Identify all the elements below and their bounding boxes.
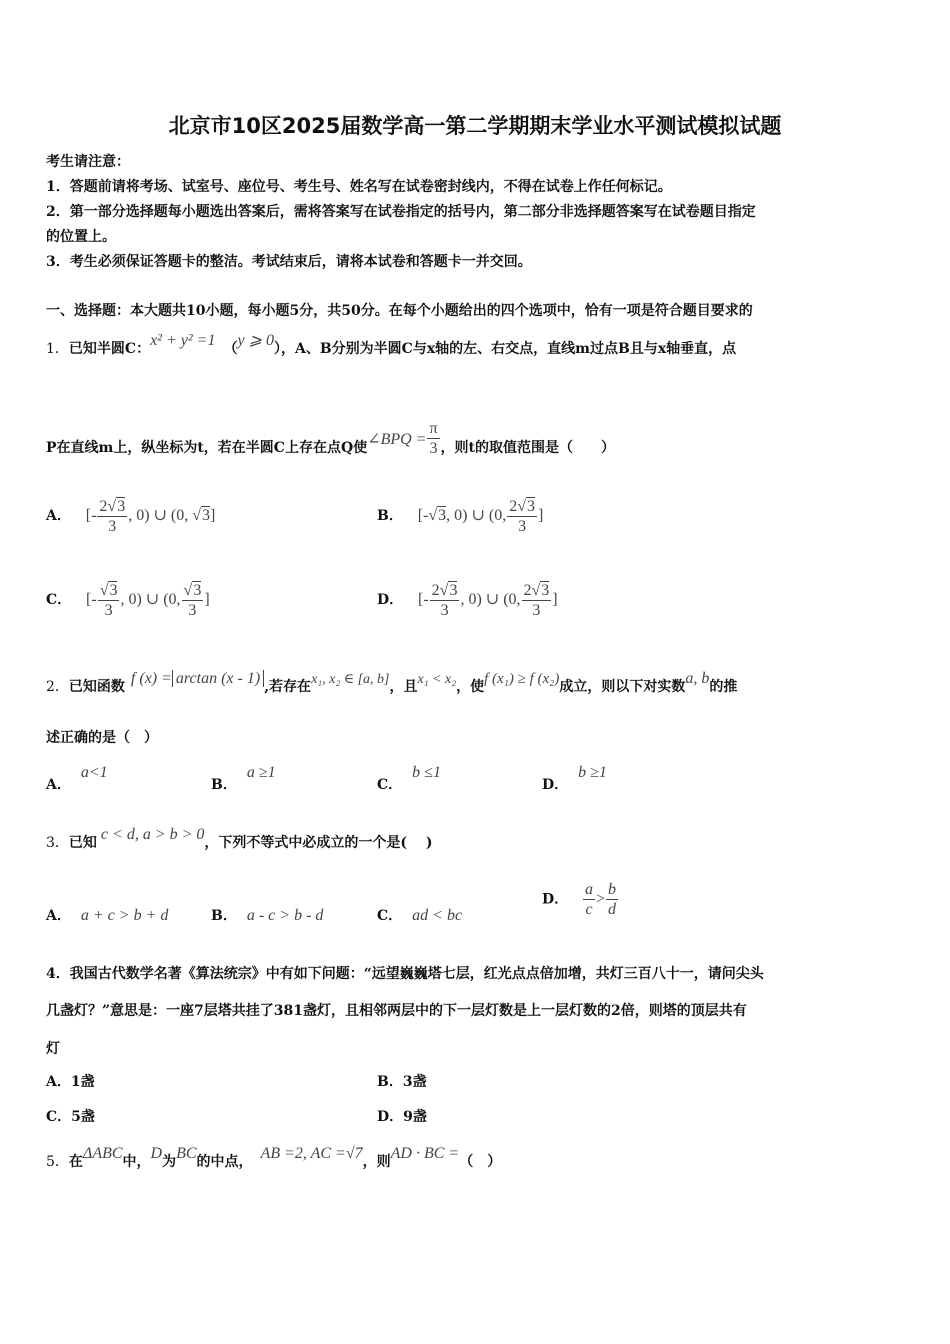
option-b[interactable] [211,762,276,793]
option-a[interactable] [46,762,108,793]
fraction-numerator [522,581,552,601]
math-fraction [522,581,552,620]
question-text: 中， [122,1154,151,1170]
option-b[interactable]: B．3盏 [377,1074,427,1090]
sqrt-radicand: 3 [109,582,118,599]
expr-part: , 0) ∪ (0, [120,591,181,609]
option-c[interactable] [377,905,462,925]
fraction-denominator: 3 [440,602,449,619]
option-a[interactable] [46,497,215,536]
math-expression: x₁ < x₂ [417,672,457,687]
sqrt-radicand: 3 [449,582,458,599]
math-expression: ΔABC [82,1145,123,1162]
expr-part: , 0) ∪ (0, [460,591,521,609]
question-text: ，则 [362,1154,391,1170]
question-number: 5． [46,1154,69,1170]
option-label: D． [542,891,569,908]
question-text: 已知半圆C： [68,341,151,357]
math-expression: f (x₁) ≥ f (x₂) [484,671,560,687]
expr-part: , 0) ∪ (0, [128,507,193,525]
math-expression: ∠BPQ = [367,431,427,448]
math-fraction [606,880,618,919]
option-label: B． [377,508,403,525]
question-4-line-1: 4．我国古代数学名著《算法统宗》中有如下问题：“远望巍巍塔七层，红光点点倍加增，共灯三百八十一，请问尖头 [46,966,764,982]
option-b[interactable] [377,497,543,536]
question-number: 1． [46,341,69,357]
option-d[interactable] [377,581,558,620]
fraction-numerator [97,497,127,517]
question-2-line-1 [46,670,738,699]
option-label: C． [46,592,72,609]
math-expression: BC [176,1145,197,1162]
notice-item: 1．答题前请将考场、试室号、座位号、考生号、姓名写在试卷密封线内，不得在试卷上作任何标记。 [46,179,672,195]
question-text: ），A、B分别为半圆C与x轴的左、右交点，直线m过点B且与x轴垂直，点 [273,341,737,357]
expr-part: , 0) ∪ (0, [446,507,507,525]
option-label: A． [46,508,71,525]
option-expression: b ≥1 [578,764,607,781]
option-expression [418,582,558,619]
option-expression: b ≤1 [412,764,441,781]
question-5-line-1 [46,1145,502,1173]
option-label: A． [46,777,71,793]
math-fraction [583,880,595,919]
option-a[interactable] [46,905,168,925]
option-expression [417,498,544,535]
option-label: C． [377,777,403,793]
option-expression [86,582,210,619]
fraction-denominator: 3 [104,602,113,619]
math-expression: AD · BC = [390,1145,460,1162]
expr-part: 2 [509,498,518,515]
fraction-numerator [182,581,204,601]
expr-part: ] [210,507,216,525]
fraction-denominator: 3 [518,518,527,535]
fraction-numerator [507,497,537,517]
sqrt-radicand: 3 [117,498,126,515]
sqrt-radicand: 3 [541,582,550,599]
question-text: 已知 [68,835,97,851]
fraction-denominator: 3 [429,439,438,457]
question-text: 在 [68,1154,83,1170]
question-4-line-2: 几盏灯？”意思是：一座7层塔共挂了381盏灯，且相邻两层中的下一层灯数是上一层灯数的2倍，则塔的顶层共有 [46,1003,747,1019]
question-number: 3． [46,835,69,851]
option-c[interactable]: C．5盏 [46,1109,95,1125]
math-fraction [182,581,204,620]
option-label: B． [211,777,237,793]
option-b[interactable] [211,905,323,925]
fraction-numerator: b [608,881,617,898]
sqrt-sign [184,582,193,599]
math-expression: x₁, x₂ ∈ [a, b] [311,672,390,687]
option-d[interactable] [542,762,607,793]
question-text: P在直线m上，纵坐标为t，若在半圆C上存在点Q使 [46,440,368,456]
fraction-denominator: d [608,901,617,918]
question-text: ，则t的取值范围是（ ） [440,440,616,456]
math-expression: AB =2, AC =√7 [260,1145,363,1162]
option-expression: a<1 [80,764,108,781]
question-text: 成立，则以下对实数 [559,679,686,695]
question-text: ,若存在 [264,679,312,695]
notice-heading: 考生请注意： [46,154,130,170]
math-expression: f (x) = [130,670,172,687]
sqrt-radicand: 3 [527,498,535,515]
question-text: 的中点， [196,1154,253,1170]
expr-part: [- [418,591,429,609]
sqrt-sign [428,507,437,524]
expr-part: [- [417,507,429,525]
math-expression: x² + y² =1 [150,332,216,349]
option-a[interactable]: A．1盏 [46,1074,95,1090]
math-expression: a, b [685,670,710,687]
sqrt-radicand: 3 [438,507,447,525]
expr-part: 2 [99,498,108,515]
sqrt-sign [532,582,541,599]
fraction-denominator: 3 [532,602,541,619]
section-heading: 一、选择题：本大题共10小题，每小题5分，共50分。在每个小题给出的四个选项中，恰有一项是符合题目要求的 [46,303,753,319]
math-expression: y ⩾ 0 [237,332,274,349]
exam-title: 北京市10区2025届数学高一第二学期期末学业水平测试模拟试题 [168,114,782,138]
question-text: ，且 [389,679,418,695]
math-expression: arctan (x - 1) [172,670,264,687]
expr-part: [- [86,591,97,609]
option-expression: a ≥1 [246,764,276,781]
option-label: A． [46,908,71,924]
question-2-line-2: 述正确的是（ ） [46,730,158,746]
expr-part: 2 [523,582,532,599]
fraction-denominator: 3 [188,602,197,619]
option-expression: a - c > b - d [246,907,324,924]
question-number: 2． [46,679,69,695]
fraction-numerator [430,581,460,601]
math-fraction [507,497,537,536]
option-expression: ad < bc [412,907,463,924]
question-text: ，下列不等式中必成立的一个是( ) [204,835,433,851]
math-fraction [98,581,120,620]
fraction-numerator: π [429,419,438,437]
expr-part: ] [552,591,558,609]
option-c[interactable] [46,581,210,620]
question-text: （ [223,341,238,357]
question-text: ，使 [456,679,485,695]
question-1-line-2 [46,419,616,470]
sqrt-radicand: 3 [193,582,202,599]
math-operator: > [596,890,606,908]
question-text: （ ） [459,1154,502,1170]
question-text: 已知函数 [68,679,125,695]
question-4-line-3: 灯 [46,1041,60,1057]
option-label: D． [542,777,569,793]
option-d[interactable] [542,880,619,919]
notice-item: 的位置上。 [46,229,116,245]
option-expression: a + c > b + d [80,907,169,924]
question-text: 为 [162,1154,177,1170]
math-expression: c < d, a > b > 0 [100,826,205,843]
option-label: D． [377,592,404,609]
notice-item: 2．第一部分选择题每小题选出答案后，需将答案写在试卷指定的括号内，第二部分非选择题答案写在试卷题目指定 [46,204,756,220]
option-label: B． [211,908,237,924]
sqrt-radicand: 3 [202,507,211,525]
option-label: C． [377,908,403,924]
fraction-denominator: c [585,901,593,918]
question-text: 的推 [709,679,738,695]
option-expression [85,498,216,535]
math-expression: D [150,1145,163,1162]
expr-part: [- [85,507,97,525]
sqrt-sign [517,498,526,515]
fraction-numerator: a [585,881,594,898]
sqrt-sign [107,498,116,515]
math-fraction [427,419,439,458]
math-fraction [430,581,460,620]
expr-part: ] [204,591,210,609]
fraction-numerator [98,581,120,601]
notice-item: 3．考生必须保证答题卡的整洁。考试结束后，请将本试卷和答题卡一并交回。 [46,254,532,270]
question-1-line-1 [46,332,737,360]
expr-part: ] [538,507,544,525]
fraction-denominator: 3 [108,518,117,535]
sqrt-sign [192,507,201,524]
option-d[interactable]: D．9盏 [377,1109,427,1125]
option-c[interactable] [377,762,441,793]
question-3-line-1 [46,826,433,854]
math-fraction [97,497,127,536]
expr-part: 2 [431,582,440,599]
